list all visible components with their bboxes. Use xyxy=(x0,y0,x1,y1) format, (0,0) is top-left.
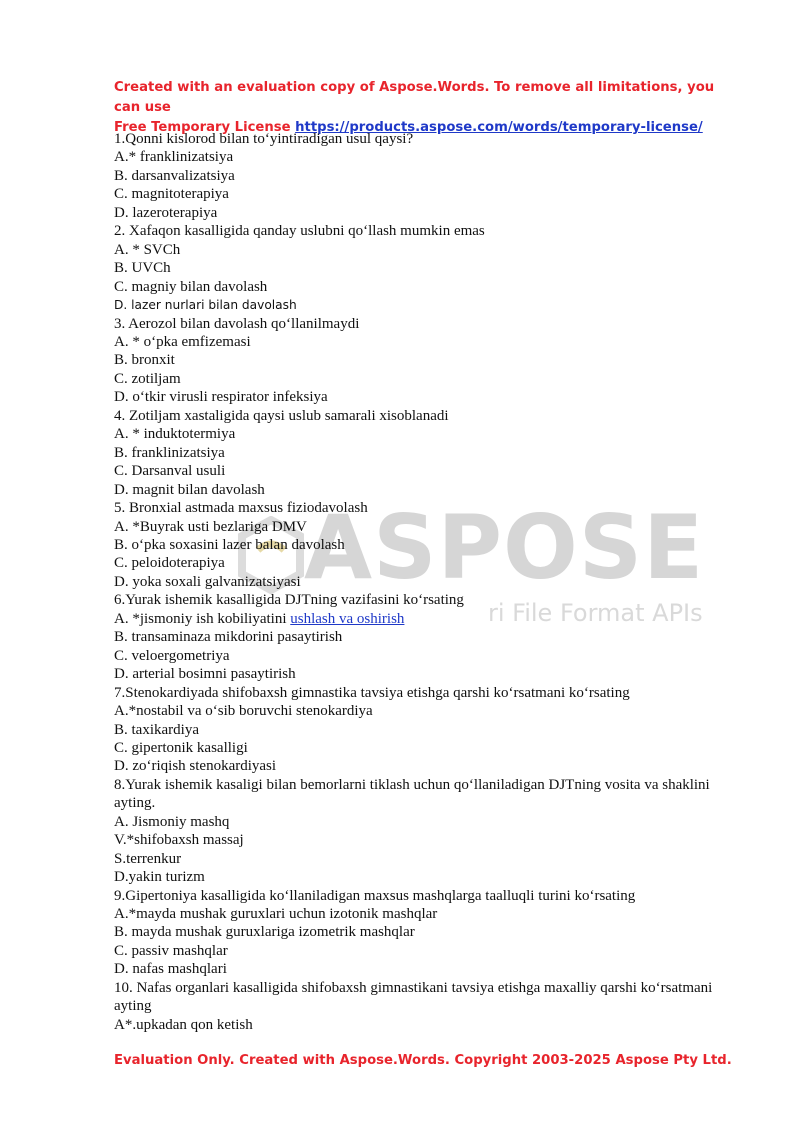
answer-line: D. o‘tkir virusli respirator infeksiya xyxy=(114,389,328,406)
answer-line: A. * o‘pka emfizemasi xyxy=(114,333,251,350)
watermark-subtitle: ri File Format APIs xyxy=(488,599,703,627)
answer-line: C. Darsanval usuli xyxy=(114,463,226,480)
answer-line: D.yakin turizm xyxy=(114,869,205,886)
answer-line: B. bronxit xyxy=(114,352,175,369)
answer-line: A. * induktotermiya xyxy=(114,426,236,443)
evaluation-header xyxy=(114,78,734,138)
watermark-word: ASPOSE xyxy=(304,496,705,599)
answer-line: A. Jismoniy mashq xyxy=(114,813,230,830)
answer-line: C. magnitoterapiya xyxy=(114,186,229,203)
question-line: 8.Yurak ishemik kasaligi bilan bemorlarni tiklash uchun qo‘llaniladigan DJTning vosita va shaklini ayting. xyxy=(114,776,710,812)
answer-line: B. mayda mushak guruxlariga izometrik mashqlar xyxy=(114,924,415,941)
answer-line: B. darsanvalizatsiya xyxy=(114,167,235,184)
answer-line: A. * SVCh xyxy=(114,241,181,258)
license-label: Free Temporary License xyxy=(114,120,291,135)
question-line: 3. Aerozol bilan davolash qo‘llanilmaydi xyxy=(114,315,360,332)
answer-line: C. magniy bilan davolash xyxy=(114,278,268,295)
answer-line: B. transaminaza mikdorini pasaytirish xyxy=(114,629,343,646)
answer-line: C. veloergometriya xyxy=(114,647,230,664)
answer-line: B. o‘pka soxasini lazer balan davolash xyxy=(114,536,345,553)
answer-line: A*.upkadan qon ketish xyxy=(114,1016,253,1033)
question-list xyxy=(114,130,714,1034)
question-line: 7.Stenokardiyada shifobaxsh gimnastika tavsiya etishga qarshi ko‘rsatmani ko‘rsating xyxy=(114,684,630,701)
answer-line: B. franklinizatsiya xyxy=(114,444,225,461)
answer-line: S.terrenkur xyxy=(114,850,182,867)
answer-line: C. gipertonik kasalligi xyxy=(114,739,248,756)
answer-line: D. magnit bilan davolash xyxy=(114,481,265,498)
answer-line: V.*shifobaxsh massaj xyxy=(114,832,244,849)
question-line: 5. Bronxial astmada maxsus fiziodavolash xyxy=(114,500,368,517)
answer-line: A.*nostabil va o‘sib boruvchi stenokardiya xyxy=(114,703,373,720)
inline-hyperlink[interactable]: ushlash va oshirish xyxy=(290,610,405,627)
answer-line: A.*mayda mushak guruxlari uchun izotonik mashqlar xyxy=(114,906,438,923)
question-line: 10. Nafas organlari kasalligida shifobaxsh gimnastikani tavsiya etishga maxalliy qarshi ko‘rsatmani ayting xyxy=(114,979,713,1015)
answer-line: D. arterial bosimni pasaytirish xyxy=(114,666,296,683)
answer-line: C. passiv mashqlar xyxy=(114,942,228,959)
question-line: 1.Qonni kislorod bilan to‘yintiradigan usul qaysi? xyxy=(114,131,414,147)
answer-line: B. taxikardiya xyxy=(114,721,199,738)
answer-text: A. *jismoniy ish kobiliyatini xyxy=(114,610,287,627)
question-line: 9.Gipertoniya kasalligida ko‘llaniladigan maxsus mashqlarga taalluqli turini ko‘rsating xyxy=(114,887,636,904)
answer-line: D. nafas mashqlari xyxy=(114,961,227,978)
answer-line: D. lazeroterapiya xyxy=(114,204,218,221)
answer-line: D. zo‘riqish stenokardiyasi xyxy=(114,758,277,775)
temporary-license-link[interactable]: https://products.aspose.com/words/temporary-license/ xyxy=(295,120,703,135)
answer-line: B. UVCh xyxy=(114,260,171,277)
answer-line: A.* franklinizatsiya xyxy=(114,149,234,166)
evaluation-footer: Evaluation Only. Created with Aspose.Words. Copyright 2003-2025 Aspose Pty Ltd. xyxy=(114,1053,732,1068)
evaluation-header-line-1: Created with an evaluation copy of Aspose.Words. To remove all limitations, you can use xyxy=(114,80,715,115)
question-line: 4. Zotiljam xastaligida qaysi uslub samarali xisoblanadi xyxy=(114,407,449,424)
question-line: 6.Yurak ishemik kasalligida DJTning vazifasini ko‘rsating xyxy=(114,592,464,609)
answer-line: A. *Buyrak usti bezlariga DMV xyxy=(114,518,307,535)
question-line: 2. Xafaqon kasalligida qanday uslubni qo‘llash mumkin emas xyxy=(114,223,485,240)
answer-line: C. peloidoterapiya xyxy=(114,555,225,572)
answer-line: D. yoka soxali galvanizatsiyasi xyxy=(114,573,301,590)
answer-line: C. zotiljam xyxy=(114,370,181,387)
answer-line xyxy=(114,610,714,628)
answer-line: D. lazer nurlari bilan davolash xyxy=(114,298,297,313)
